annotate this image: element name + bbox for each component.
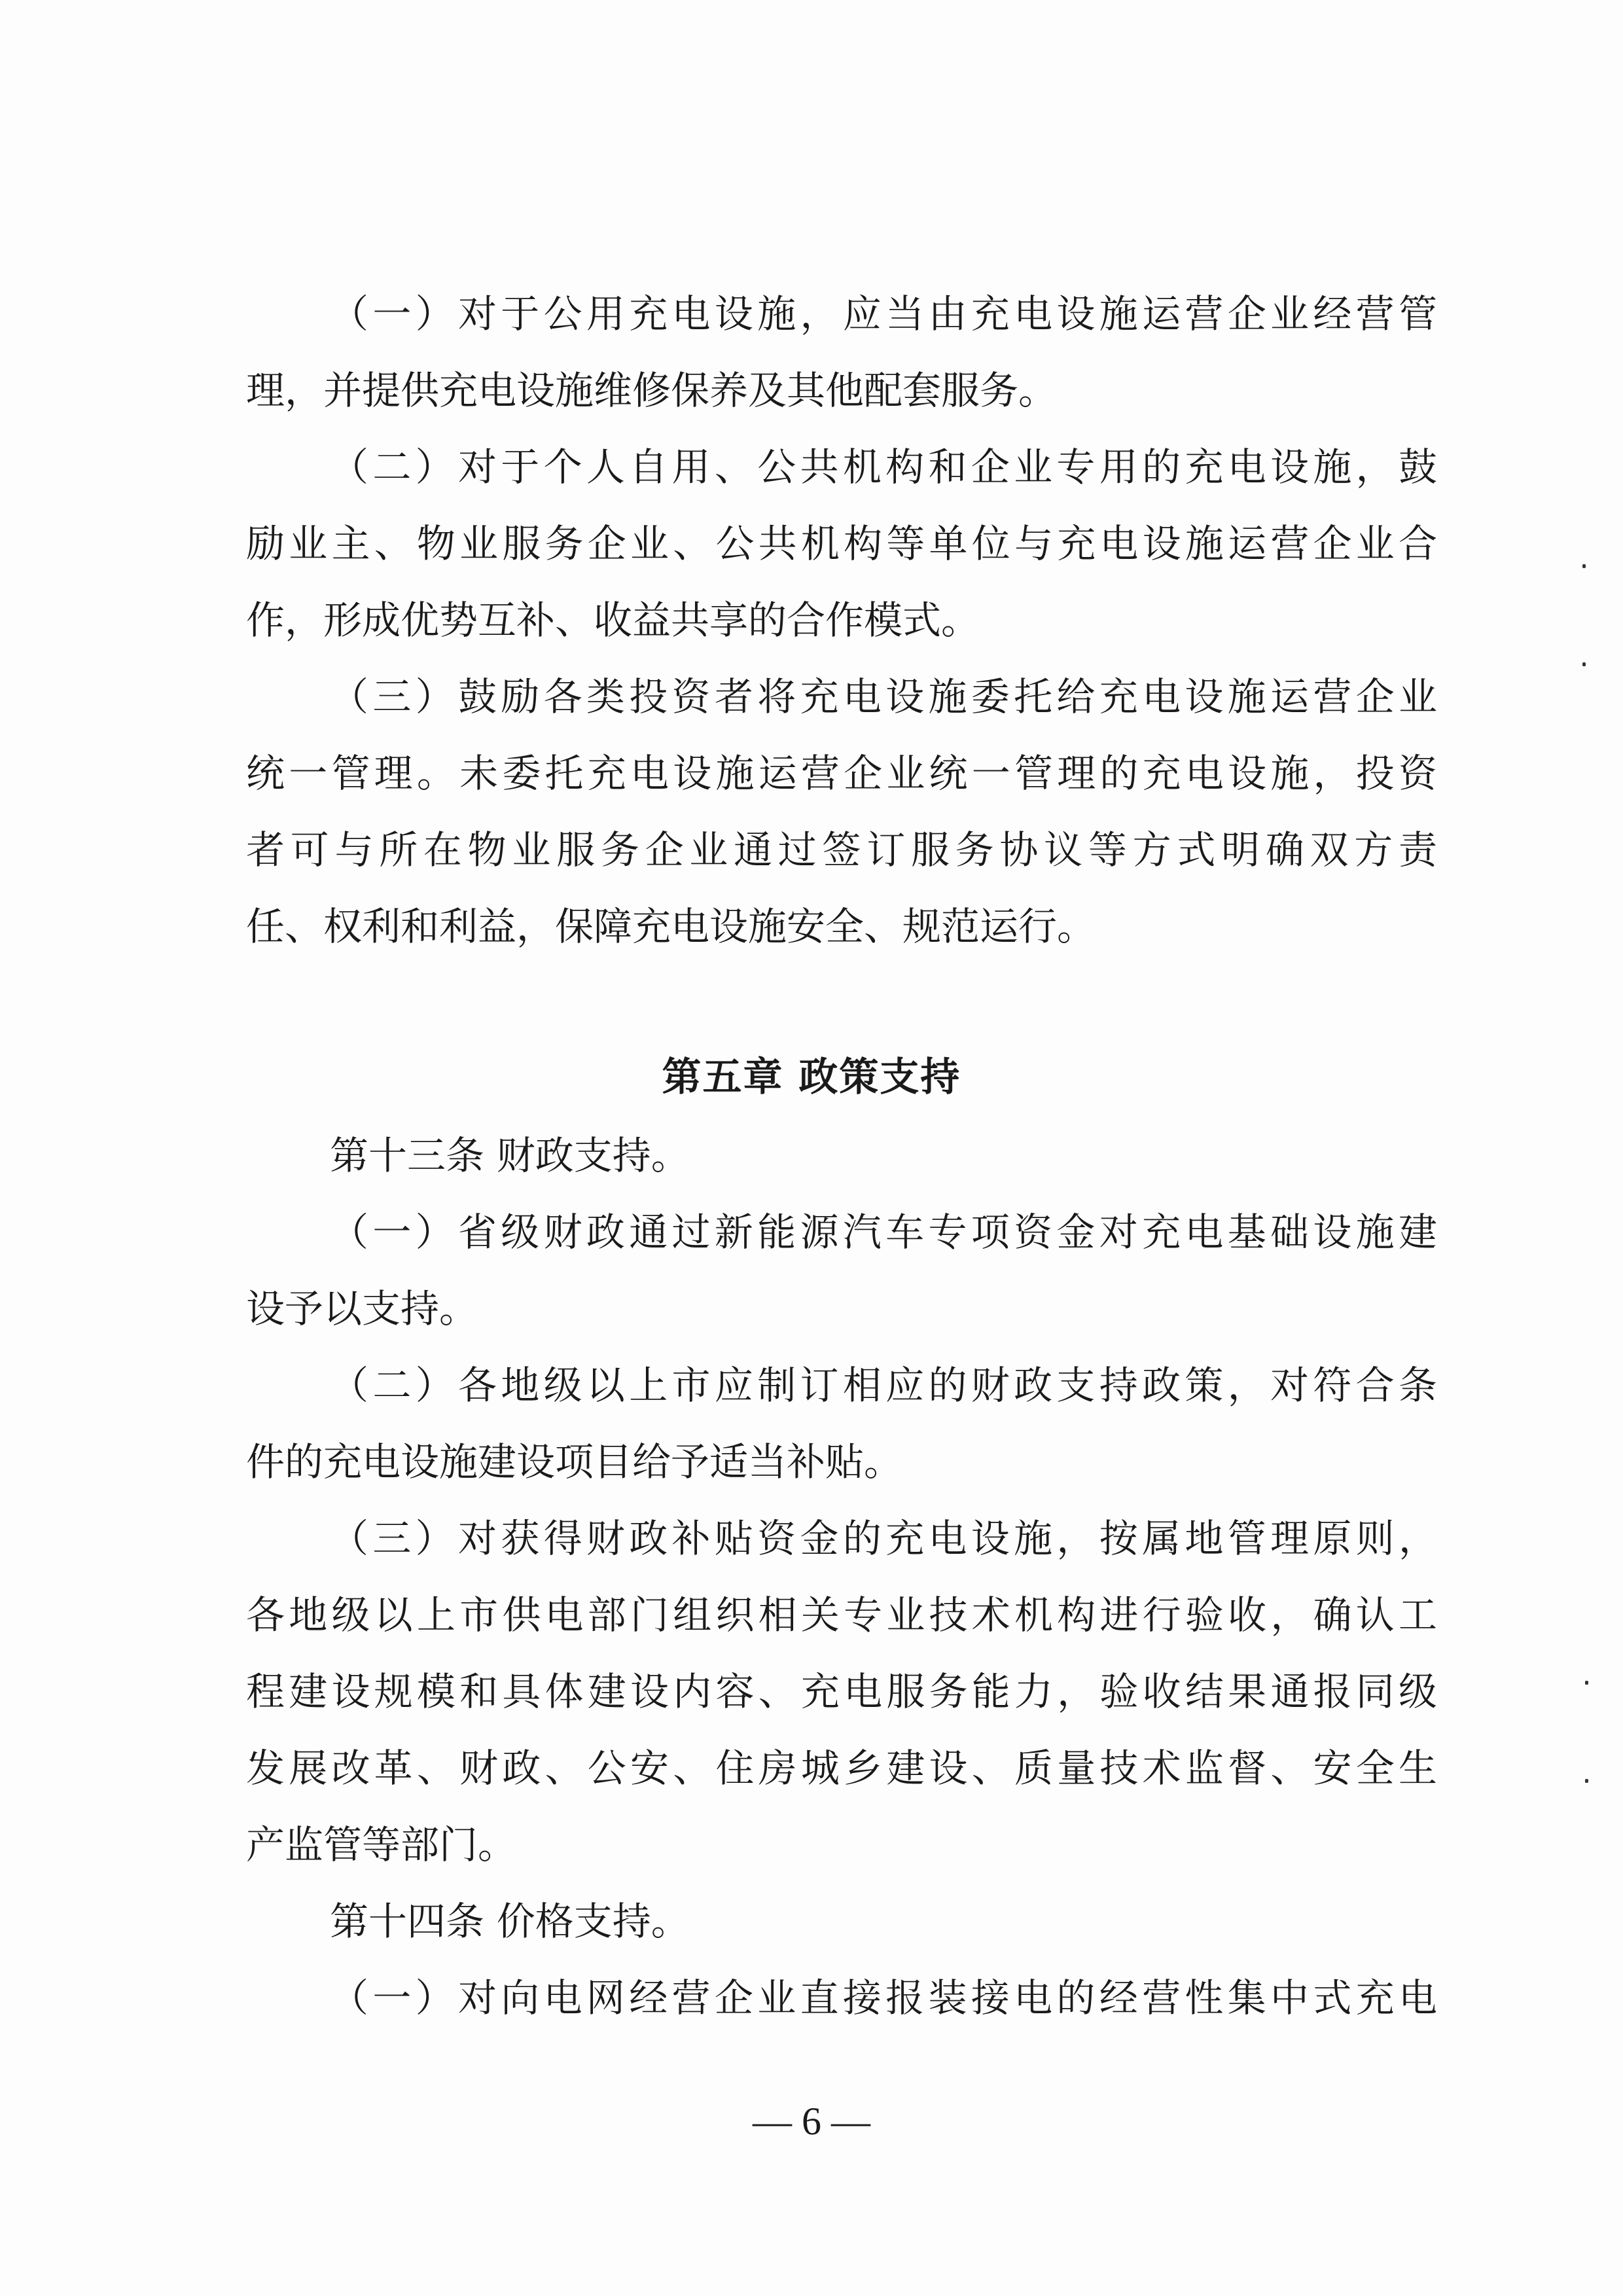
paragraph-line: 统一管理。未委托充电设施运营企业统一管理的充电设施，投资 <box>246 751 1437 796</box>
scan-speck <box>1582 564 1586 568</box>
paragraph-line: 各地级以上市供电部门组织相关专业技术机构进行验收，确认工 <box>246 1592 1437 1638</box>
page-number: — 6 — <box>753 2100 870 2143</box>
scan-speck <box>1582 662 1586 666</box>
paragraph-line: 作，形成优势互补、收益共享的合作模式。 <box>246 598 980 643</box>
article-heading: 第十四条 价格支持。 <box>330 1899 690 1944</box>
paragraph-line: （一）对于公用充电设施，应当由充电设施运营企业经营管 <box>330 291 1437 336</box>
paragraph-line: 理，并提供充电设施维修保养及其他配套服务。 <box>246 368 1058 413</box>
paragraph-line: （一）省级财政通过新能源汽车专项资金对充电基础设施建 <box>330 1210 1437 1255</box>
paragraph-line: （一）对向电网经营企业直接报装接电的经营性集中式充电 <box>330 1975 1437 2020</box>
article-heading: 第十三条 财政支持。 <box>330 1133 690 1178</box>
paragraph-line: 设予以支持。 <box>246 1286 478 1331</box>
chapter-heading: 第五章 政策支持 <box>662 1054 961 1100</box>
paragraph-line: 产监管等部门。 <box>246 1822 517 1867</box>
paragraph-line: （三）鼓励各类投资者将充电设施委托给充电设施运营企业 <box>330 674 1437 719</box>
paragraph-line: 发展改革、财政、公安、住房城乡建设、质量技术监督、安全生 <box>246 1746 1437 1791</box>
scan-speck <box>1585 1779 1588 1783</box>
paragraph-line: 程建设规模和具体建设内容、充电服务能力，验收结果通报同级 <box>246 1669 1437 1714</box>
paragraph-line: 励业主、物业服务企业、公共机构等单位与充电设施运营企业合 <box>246 521 1437 566</box>
paragraph-line: 任、权利和利益，保障充电设施安全、规范运行。 <box>246 904 1096 949</box>
paragraph-line: （三）对获得财政补贴资金的充电设施，按属地管理原则， <box>330 1516 1437 1561</box>
paragraph-line: （二）各地级以上市应制订相应的财政支持政策，对符合条 <box>330 1363 1437 1408</box>
scan-speck <box>1585 1681 1588 1685</box>
paragraph-line: 件的充电设施建设项目给予适当补贴。 <box>246 1439 903 1484</box>
paragraph-line: 者可与所在物业服务企业通过签订服务协议等方式明确双方责 <box>246 827 1437 872</box>
paragraph-line: （二）对于个人自用、公共机构和企业专用的充电设施，鼓 <box>330 444 1437 490</box>
